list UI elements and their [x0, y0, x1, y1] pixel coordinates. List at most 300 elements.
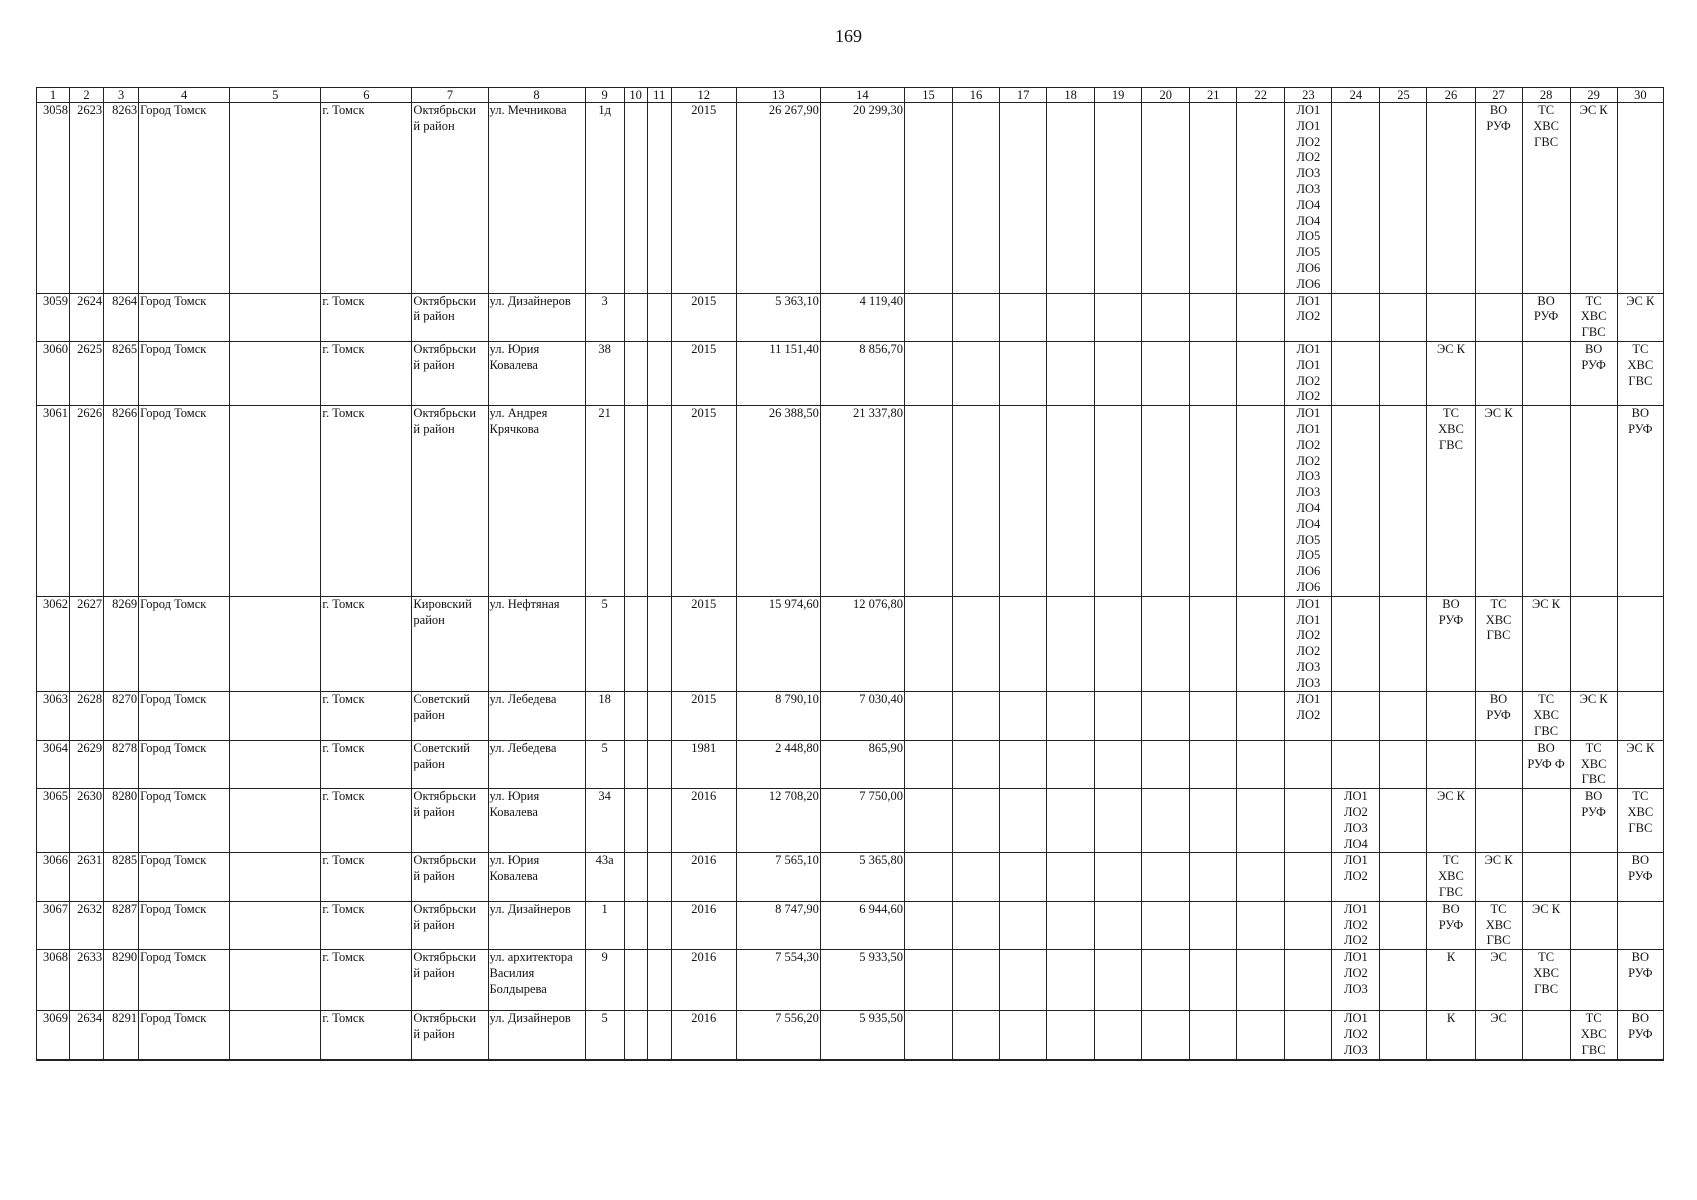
- cell-col-19: [1095, 740, 1142, 788]
- cell-col-30: [1617, 596, 1663, 692]
- cell-col-8: [488, 789, 585, 853]
- table-row: [37, 293, 1664, 341]
- cell-col-7: [412, 950, 488, 1011]
- cell-col-12: 2015: [671, 596, 736, 692]
- cell-col-22: [1237, 293, 1285, 341]
- cell-line: ВО: [1537, 293, 1555, 308]
- cell-col-12: 2015: [671, 103, 736, 294]
- column-header-3: 3: [104, 88, 139, 103]
- cell-line: ЛО2: [1296, 389, 1321, 404]
- cell-line: ЛО3: [1344, 1042, 1368, 1057]
- cell-col-25: [1380, 596, 1427, 692]
- cell-col-17: [1000, 853, 1047, 901]
- table-row: [37, 692, 1664, 740]
- cell-line: ЛО1: [1344, 901, 1368, 916]
- cell-col-22: [1237, 853, 1285, 901]
- cell-line: ЛО2: [1344, 917, 1368, 932]
- cell-line: ТС: [1538, 950, 1555, 965]
- cell-col-14: 12 076,80: [820, 596, 904, 692]
- cell-col-6: г. Томск: [321, 789, 412, 853]
- cell-col-22: [1237, 789, 1285, 853]
- cell-col-8: [488, 1011, 585, 1060]
- table-row: [37, 789, 1664, 853]
- cell-line: РУФ: [1486, 118, 1511, 133]
- cell-col-4: Город Томск: [139, 103, 230, 294]
- cell-line: ЛО4: [1296, 213, 1321, 228]
- cell-col-29: [1570, 341, 1617, 405]
- column-header-9: 9: [585, 88, 624, 103]
- cell-line: ВО: [1489, 103, 1508, 117]
- cell-col-12: 2016: [671, 950, 736, 1011]
- cell-col-30: [1617, 1011, 1663, 1060]
- cell-col-10: [624, 740, 647, 788]
- cell-line: ЛО2: [1344, 966, 1368, 981]
- cell-line: ЛО1: [1296, 118, 1321, 133]
- cell-col-4: Город Томск: [139, 950, 230, 1011]
- cell-line: ул. Нефтяная: [489, 596, 560, 611]
- cell-line: ВО: [1631, 1011, 1650, 1026]
- cell-line: Октябрьски: [413, 901, 477, 916]
- cell-line: РУФ Ф: [1527, 756, 1565, 771]
- column-header-14: 14: [820, 88, 904, 103]
- cell-col-6: г. Томск: [321, 293, 412, 341]
- cell-col-7: [412, 789, 488, 853]
- cell-line: РУФ: [1533, 309, 1559, 324]
- cell-col-21: [1190, 1011, 1237, 1060]
- cell-col-12: 2016: [671, 853, 736, 901]
- cell-line: й район: [413, 309, 455, 324]
- cell-col-16: [953, 1011, 1000, 1060]
- cell-line: Октябрьски: [413, 341, 477, 356]
- cell-line: ЛО6: [1296, 564, 1321, 579]
- column-header-1: 1: [37, 88, 70, 103]
- cell-col-30: [1617, 692, 1663, 740]
- cell-col-3: 8278: [104, 740, 139, 788]
- cell-col-11: [647, 103, 671, 294]
- cell-line: ГВС: [1581, 772, 1606, 787]
- cell-col-3: 8263: [104, 103, 139, 294]
- cell-col-12: 2016: [671, 789, 736, 853]
- cell-col-18: [1047, 950, 1095, 1011]
- cell-col-9: 38: [585, 341, 624, 405]
- cell-line: ЛО2: [1344, 869, 1368, 884]
- cell-col-4: Город Томск: [139, 789, 230, 853]
- cell-col-6: г. Томск: [321, 853, 412, 901]
- cell-col-10: [624, 789, 647, 853]
- column-header-15: 15: [904, 88, 952, 103]
- cell-col-28: [1522, 103, 1570, 294]
- column-header-13: 13: [736, 88, 820, 103]
- cell-col-5: [230, 596, 321, 692]
- cell-line: ВО: [1631, 406, 1650, 421]
- table-row: [37, 406, 1664, 597]
- cell-line: ТС: [1443, 406, 1459, 421]
- cell-line: ЛО6: [1296, 276, 1321, 291]
- cell-line: ЛО6: [1296, 579, 1321, 594]
- cell-line: ул. Дизайнеров: [489, 1011, 571, 1026]
- cell-col-30: [1617, 103, 1663, 294]
- cell-line: ул. Юрия: [489, 853, 540, 868]
- cell-col-17: [1000, 1011, 1047, 1060]
- cell-line: ЛО3: [1344, 820, 1368, 835]
- cell-line: ЛО1: [1296, 596, 1321, 611]
- cell-line: Октябрьски: [413, 293, 477, 308]
- cell-col-11: [647, 596, 671, 692]
- cell-col-6: г. Томск: [321, 341, 412, 405]
- cell-col-29: [1570, 789, 1617, 853]
- cell-col-8: [488, 853, 585, 901]
- cell-col-15: [904, 1011, 952, 1060]
- cell-col-22: [1237, 341, 1285, 405]
- cell-col-5: [230, 692, 321, 740]
- cell-col-14: 4 119,40: [820, 293, 904, 341]
- cell-col-29: [1570, 103, 1617, 294]
- cell-line: ГВС: [1628, 820, 1653, 835]
- column-header-27: 27: [1475, 88, 1522, 103]
- cell-col-21: [1190, 103, 1237, 294]
- cell-col-7: [412, 341, 488, 405]
- cell-col-11: [647, 901, 671, 949]
- cell-line: ЛО3: [1296, 181, 1321, 196]
- cell-line: район: [413, 612, 445, 627]
- cell-col-3: 8266: [104, 406, 139, 597]
- cell-line: ЛО5: [1296, 229, 1321, 244]
- cell-col-21: [1190, 692, 1237, 740]
- cell-line: ГВС: [1534, 724, 1559, 739]
- cell-col-20: [1142, 901, 1190, 949]
- cell-col-13: 7 556,20: [736, 1011, 820, 1060]
- cell-line: К: [1446, 1011, 1456, 1026]
- cell-col-17: [1000, 950, 1047, 1011]
- cell-col-23: [1285, 1011, 1332, 1060]
- cell-col-14: 5 935,50: [820, 1011, 904, 1060]
- column-header-22: 22: [1237, 88, 1285, 103]
- cell-col-2: 2625: [70, 341, 104, 405]
- cell-col-27: [1475, 341, 1522, 405]
- cell-col-17: [1000, 293, 1047, 341]
- cell-line: й район: [413, 869, 455, 884]
- cell-col-28: [1522, 853, 1570, 901]
- cell-line: ТС: [1632, 341, 1649, 356]
- cell-col-13: 8 790,10: [736, 692, 820, 740]
- cell-col-6: г. Томск: [321, 950, 412, 1011]
- cell-col-14: 7 030,40: [820, 692, 904, 740]
- cell-line: ЛО3: [1296, 469, 1321, 484]
- cell-col-29: [1570, 853, 1617, 901]
- cell-col-8: [488, 293, 585, 341]
- cell-col-21: [1190, 853, 1237, 901]
- cell-col-21: [1190, 740, 1237, 788]
- cell-col-28: [1522, 341, 1570, 405]
- cell-col-18: [1047, 692, 1095, 740]
- cell-col-10: [624, 950, 647, 1011]
- cell-col-25: [1380, 901, 1427, 949]
- cell-line: ХВС: [1438, 869, 1464, 884]
- cell-line: Василия: [489, 966, 535, 981]
- column-header-20: 20: [1142, 88, 1190, 103]
- cell-col-24: [1332, 853, 1380, 901]
- cell-line: Болдырева: [489, 981, 547, 996]
- cell-line: Советский: [413, 740, 471, 755]
- cell-line: ХВС: [1438, 421, 1464, 436]
- cell-col-3: 8270: [104, 692, 139, 740]
- cell-col-11: [647, 1011, 671, 1060]
- cell-line: ЛО1: [1344, 789, 1368, 804]
- cell-col-24: [1332, 103, 1380, 294]
- cell-col-25: [1380, 789, 1427, 853]
- cell-col-3: 8287: [104, 901, 139, 949]
- cell-line: ЛО5: [1296, 548, 1321, 563]
- cell-col-19: [1095, 950, 1142, 1011]
- cell-col-9: 9: [585, 950, 624, 1011]
- cell-col-29: [1570, 692, 1617, 740]
- cell-col-20: [1142, 950, 1190, 1011]
- cell-col-9: 1: [585, 901, 624, 949]
- cell-col-2: 2627: [70, 596, 104, 692]
- cell-line: ГВС: [1534, 134, 1559, 149]
- register-table: [36, 87, 1664, 1061]
- cell-col-19: [1095, 692, 1142, 740]
- cell-col-4: Город Томск: [139, 901, 230, 949]
- cell-col-25: [1380, 740, 1427, 788]
- cell-col-13: 2 448,80: [736, 740, 820, 788]
- cell-col-22: [1237, 103, 1285, 294]
- cell-line: ХВС: [1533, 118, 1559, 133]
- cell-col-14: 5 365,80: [820, 853, 904, 901]
- cell-col-10: [624, 901, 647, 949]
- cell-col-21: [1190, 406, 1237, 597]
- cell-line: ЛО2: [1296, 373, 1321, 388]
- cell-col-16: [953, 789, 1000, 853]
- cell-col-16: [953, 293, 1000, 341]
- cell-col-23: [1285, 341, 1332, 405]
- cell-line: ЛО4: [1296, 516, 1321, 531]
- cell-col-1: 3068: [37, 950, 70, 1011]
- cell-col-23: [1285, 950, 1332, 1011]
- cell-col-8: [488, 740, 585, 788]
- cell-line: ЛО1: [1296, 612, 1321, 627]
- cell-col-10: [624, 293, 647, 341]
- cell-col-13: 15 974,60: [736, 596, 820, 692]
- cell-col-15: [904, 341, 952, 405]
- cell-col-24: [1332, 740, 1380, 788]
- cell-col-12: 2016: [671, 1011, 736, 1060]
- cell-col-18: [1047, 341, 1095, 405]
- cell-line: ХВС: [1627, 357, 1654, 372]
- cell-line: ГВС: [1439, 885, 1463, 900]
- cell-col-18: [1047, 1011, 1095, 1060]
- cell-col-21: [1190, 789, 1237, 853]
- cell-col-3: 8269: [104, 596, 139, 692]
- cell-line: ЛО4: [1296, 500, 1321, 515]
- cell-line: ЭС К: [1532, 901, 1561, 916]
- cell-line: РУФ: [1581, 357, 1606, 372]
- table-row: [37, 103, 1664, 294]
- cell-col-26: [1427, 901, 1475, 949]
- cell-col-5: [230, 740, 321, 788]
- cell-col-23: [1285, 853, 1332, 901]
- cell-line: Октябрьски: [413, 103, 477, 117]
- cell-line: ЛО1: [1296, 421, 1321, 436]
- cell-col-6: г. Томск: [321, 103, 412, 294]
- cell-line: ЛО2: [1296, 628, 1321, 643]
- column-header-19: 19: [1095, 88, 1142, 103]
- cell-col-6: г. Томск: [321, 1011, 412, 1060]
- cell-col-19: [1095, 341, 1142, 405]
- cell-line: ВО: [1584, 341, 1603, 356]
- cell-col-7: [412, 406, 488, 597]
- cell-col-2: 2629: [70, 740, 104, 788]
- column-header-24: 24: [1332, 88, 1380, 103]
- cell-col-29: [1570, 950, 1617, 1011]
- cell-col-5: [230, 789, 321, 853]
- cell-col-13: 26 267,90: [736, 103, 820, 294]
- cell-col-23: [1285, 901, 1332, 949]
- cell-col-22: [1237, 692, 1285, 740]
- cell-col-29: [1570, 901, 1617, 949]
- cell-col-28: [1522, 596, 1570, 692]
- cell-line: ЛО5: [1296, 532, 1321, 547]
- cell-col-30: [1617, 901, 1663, 949]
- cell-line: Крячкова: [489, 421, 540, 436]
- cell-col-6: г. Томск: [321, 901, 412, 949]
- cell-line: ВО: [1584, 789, 1603, 804]
- cell-col-16: [953, 901, 1000, 949]
- cell-col-22: [1237, 406, 1285, 597]
- cell-col-27: [1475, 406, 1522, 597]
- cell-col-30: [1617, 950, 1663, 1011]
- cell-line: РУФ: [1581, 805, 1606, 820]
- cell-col-1: 3066: [37, 853, 70, 901]
- cell-col-4: Город Томск: [139, 740, 230, 788]
- cell-col-12: 2016: [671, 901, 736, 949]
- cell-col-11: [647, 692, 671, 740]
- cell-line: ЛО5: [1296, 245, 1321, 260]
- table-row: [37, 740, 1664, 788]
- cell-col-14: 5 933,50: [820, 950, 904, 1011]
- cell-col-14: 8 856,70: [820, 341, 904, 405]
- cell-col-15: [904, 853, 952, 901]
- cell-col-7: [412, 293, 488, 341]
- cell-col-1: 3069: [37, 1011, 70, 1060]
- cell-line: ТС: [1490, 901, 1507, 916]
- cell-col-18: [1047, 596, 1095, 692]
- cell-col-7: [412, 901, 488, 949]
- cell-col-26: [1427, 406, 1475, 597]
- cell-col-10: [624, 341, 647, 405]
- column-header-16: 16: [953, 88, 1000, 103]
- cell-col-5: [230, 853, 321, 901]
- cell-col-23: [1285, 740, 1332, 788]
- cell-col-4: Город Томск: [139, 406, 230, 597]
- cell-col-28: [1522, 740, 1570, 788]
- cell-col-17: [1000, 596, 1047, 692]
- cell-col-11: [647, 789, 671, 853]
- cell-line: й район: [413, 966, 455, 981]
- cell-col-7: [412, 103, 488, 294]
- cell-col-18: [1047, 293, 1095, 341]
- cell-col-13: 11 151,40: [736, 341, 820, 405]
- cell-line: РУФ: [1438, 917, 1464, 932]
- cell-col-10: [624, 406, 647, 597]
- cell-col-17: [1000, 740, 1047, 788]
- cell-col-12: 2015: [671, 341, 736, 405]
- cell-line: район: [413, 756, 445, 771]
- cell-col-15: [904, 103, 952, 294]
- cell-line: РУФ: [1628, 869, 1653, 884]
- cell-col-17: [1000, 406, 1047, 597]
- cell-col-1: 3059: [37, 293, 70, 341]
- cell-col-30: [1617, 740, 1663, 788]
- cell-line: ЛО2: [1296, 644, 1321, 659]
- cell-line: РУФ: [1628, 966, 1653, 981]
- cell-col-24: [1332, 950, 1380, 1011]
- cell-col-15: [904, 901, 952, 949]
- cell-line: ЛО3: [1296, 675, 1321, 690]
- cell-col-10: [624, 692, 647, 740]
- cell-col-30: [1617, 341, 1663, 405]
- cell-line: ул. архитектора: [489, 950, 573, 965]
- cell-line: Ковалева: [489, 805, 538, 820]
- cell-col-27: [1475, 103, 1522, 294]
- cell-line: ЛО1: [1344, 1011, 1368, 1026]
- cell-line: ЭС: [1490, 1011, 1507, 1026]
- cell-col-15: [904, 293, 952, 341]
- cell-line: ВО: [1631, 950, 1650, 965]
- cell-col-29: [1570, 406, 1617, 597]
- cell-col-16: [953, 692, 1000, 740]
- cell-col-25: [1380, 103, 1427, 294]
- cell-line: ЛО2: [1296, 453, 1321, 468]
- cell-line: ВО: [1631, 853, 1650, 868]
- cell-line: ТС: [1538, 103, 1555, 117]
- cell-line: Октябрьски: [413, 789, 477, 804]
- cell-line: ХВС: [1485, 612, 1512, 627]
- cell-col-25: [1380, 1011, 1427, 1060]
- cell-col-11: [647, 293, 671, 341]
- column-header-7: 7: [412, 88, 488, 103]
- cell-col-13: 5 363,10: [736, 293, 820, 341]
- cell-line: ЛО1: [1296, 341, 1321, 356]
- cell-col-9: 5: [585, 596, 624, 692]
- table-row: [37, 341, 1664, 405]
- cell-col-20: [1142, 789, 1190, 853]
- cell-col-3: 8264: [104, 293, 139, 341]
- cell-col-13: 8 747,90: [736, 901, 820, 949]
- cell-col-15: [904, 692, 952, 740]
- cell-line: ЛО1: [1296, 293, 1321, 308]
- cell-col-27: [1475, 789, 1522, 853]
- cell-col-16: [953, 950, 1000, 1011]
- cell-line: ул. Дизайнеров: [489, 293, 571, 308]
- cell-col-9: 18: [585, 692, 624, 740]
- cell-col-6: г. Томск: [321, 406, 412, 597]
- cell-col-10: [624, 853, 647, 901]
- cell-col-19: [1095, 293, 1142, 341]
- cell-line: ЛО1: [1296, 692, 1321, 707]
- cell-col-23: [1285, 406, 1332, 597]
- cell-col-16: [953, 406, 1000, 597]
- cell-col-6: г. Томск: [321, 740, 412, 788]
- cell-line: ул. Лебедева: [489, 692, 557, 707]
- cell-col-15: [904, 596, 952, 692]
- cell-col-4: Город Томск: [139, 1011, 230, 1060]
- cell-col-20: [1142, 1011, 1190, 1060]
- cell-col-19: [1095, 789, 1142, 853]
- cell-col-20: [1142, 740, 1190, 788]
- cell-col-9: 5: [585, 1011, 624, 1060]
- cell-col-5: [230, 103, 321, 294]
